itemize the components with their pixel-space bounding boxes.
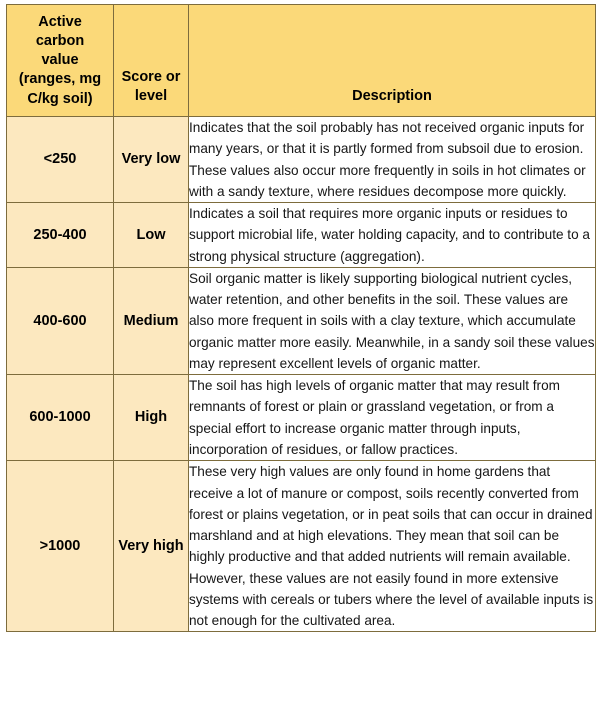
- table-row: [7, 203, 596, 268]
- table-header: [7, 5, 596, 117]
- cell-score-level: Medium: [114, 267, 189, 374]
- header-line: value: [41, 52, 79, 69]
- column-header-active-carbon-value: [7, 5, 114, 117]
- cell-description: Indicates a soil that requires more organic inputs or residues to support microbial life, water holding capacity, and to contribute to a strong physical structure (aggregation).: [189, 203, 596, 268]
- cell-score-level: Very low: [114, 117, 189, 203]
- header-line: Score or: [121, 68, 181, 85]
- cell-score-level: High: [114, 375, 189, 461]
- active-carbon-interpretation-table: [6, 4, 596, 632]
- column-header-description: Description: [189, 5, 596, 117]
- table-row: [7, 375, 596, 461]
- cell-description: Indicates that the soil probably has not received organic inputs for many years, or that it is partly formed from subsoil due to erosion. These values also occur more frequently in soils in hot climates or with a sandy texture, where residues decompose more quickly.: [189, 117, 596, 203]
- header-line: (ranges, mg: [18, 71, 102, 88]
- active-carbon-table-container: [6, 4, 595, 632]
- column-header-score-or-level: [114, 5, 189, 117]
- cell-active-carbon-range: >1000: [7, 461, 114, 632]
- header-line: C/kg soil): [27, 90, 93, 107]
- header-line: carbon: [35, 33, 85, 50]
- header-line: Active: [38, 14, 82, 30]
- table-row: [7, 117, 596, 203]
- table-row: [7, 461, 596, 632]
- cell-score-level: Low: [114, 203, 189, 268]
- table-header-row: [7, 5, 596, 117]
- cell-active-carbon-range: 400-600: [7, 267, 114, 374]
- cell-active-carbon-range: 600-1000: [7, 375, 114, 461]
- cell-description: Soil organic matter is likely supporting biological nutrient cycles, water retention, and other benefits in the soil. These values are also more frequent in soils with a clay texture, which accumulate organic matter more easily. Meanwhile, in a sandy soil these values may represent excellent levels of organic matter.: [189, 267, 596, 374]
- header-line: level: [134, 87, 168, 104]
- cell-active-carbon-range: <250: [7, 117, 114, 203]
- cell-description: These very high values are only found in home gardens that receive a lot of manure or compost, soils recently converted from forest or plains vegetation, or in peat soils that can occur in drained marshland and at high elevations. They mean that soil can be highly productive and that added nutrients will remain available. However, these values are not easily found in more extensive systems with cereals or tubers where the level of available inputs is not enough for the cultivated area.: [189, 461, 596, 632]
- table-row: [7, 267, 596, 374]
- table-body: [7, 117, 596, 632]
- cell-description: The soil has high levels of organic matter that may result from remnants of forest or plain or grassland vegetation, or from a special effort to increase organic matter through inputs, incorporation of residues, or fallow practices.: [189, 375, 596, 461]
- cell-score-level: Very high: [114, 461, 189, 632]
- cell-active-carbon-range: 250-400: [7, 203, 114, 268]
